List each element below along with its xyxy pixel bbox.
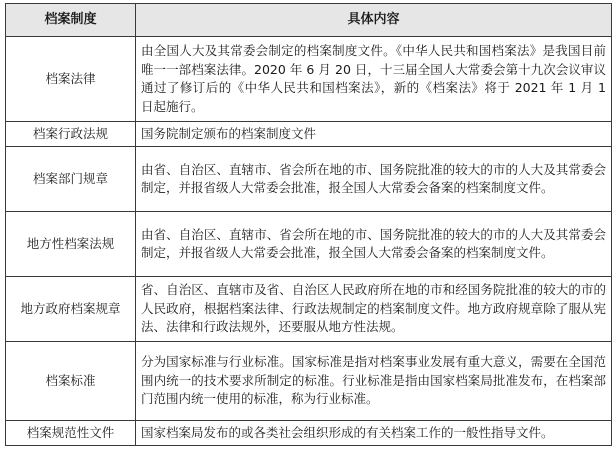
table-row — [6, 212, 612, 277]
row-name: 档案部门规章 — [6, 147, 136, 212]
column-header-system: 档案制度 — [6, 4, 136, 37]
row-content: 国务院制定颁布的档案制度文件 — [136, 122, 612, 147]
row-content: 由全国人大及其常委会制定的档案制度文件。《中华人民共和国档案法》是我国目前唯一一部档案法律。2020 年 6 月 20 日，十三届全国人大常委会第十九次会议审议通过了修订后的《中华人民共和国档案法》，新的《档案法》将于 2021 年 1 月 1 日起施行。 — [136, 37, 612, 122]
table-row — [6, 342, 612, 421]
table-row — [6, 37, 612, 122]
table-row — [6, 147, 612, 212]
row-content: 由省、自治区、直辖市、省会所在地的市、国务院批准的较大的市的人大及其常委会制定，并报省级人大常委会批准，报全国人大常委会备案的档案制度文件。 — [136, 147, 612, 212]
row-name: 档案法律 — [6, 37, 136, 122]
row-content: 由省、自治区、直辖市、省会所在地的市、国务院批准的较大的市的人大及其常委会制定，并报省级人大常委会批准，报全国人大常委会备案的档案制度文件。 — [136, 212, 612, 277]
row-name: 地方政府档案规章 — [6, 277, 136, 342]
row-name: 档案标准 — [6, 342, 136, 421]
table-row — [6, 122, 612, 147]
table-header-row — [6, 4, 612, 37]
row-name: 地方性档案法规 — [6, 212, 136, 277]
archive-system-table — [5, 3, 612, 446]
row-name: 档案行政法规 — [6, 122, 136, 147]
row-content: 国家档案局发布的或各类社会组织形成的有关档案工作的一般性指导文件。 — [136, 421, 612, 446]
row-content: 分为国家标准与行业标准。国家标准是指对档案事业发展有重大意义，需要在全国范围内统一的技术要求所制定的标准。行业标准是指由国家档案局批准发布，在档案部门范围内统一使用的标准，称为行业标准。 — [136, 342, 612, 421]
row-content: 省、自治区、直辖市及省、自治区人民政府所在地的市和经国务院批准的较大的市的人民政府，根据档案法律、行政法规制定的档案制度文件。地方政府规章除了服从宪法、法律和行政法规外，还要服从地方性法规。 — [136, 277, 612, 342]
table-row — [6, 277, 612, 342]
column-header-content: 具体内容 — [136, 4, 612, 37]
table-row — [6, 421, 612, 446]
row-name: 档案规范性文件 — [6, 421, 136, 446]
